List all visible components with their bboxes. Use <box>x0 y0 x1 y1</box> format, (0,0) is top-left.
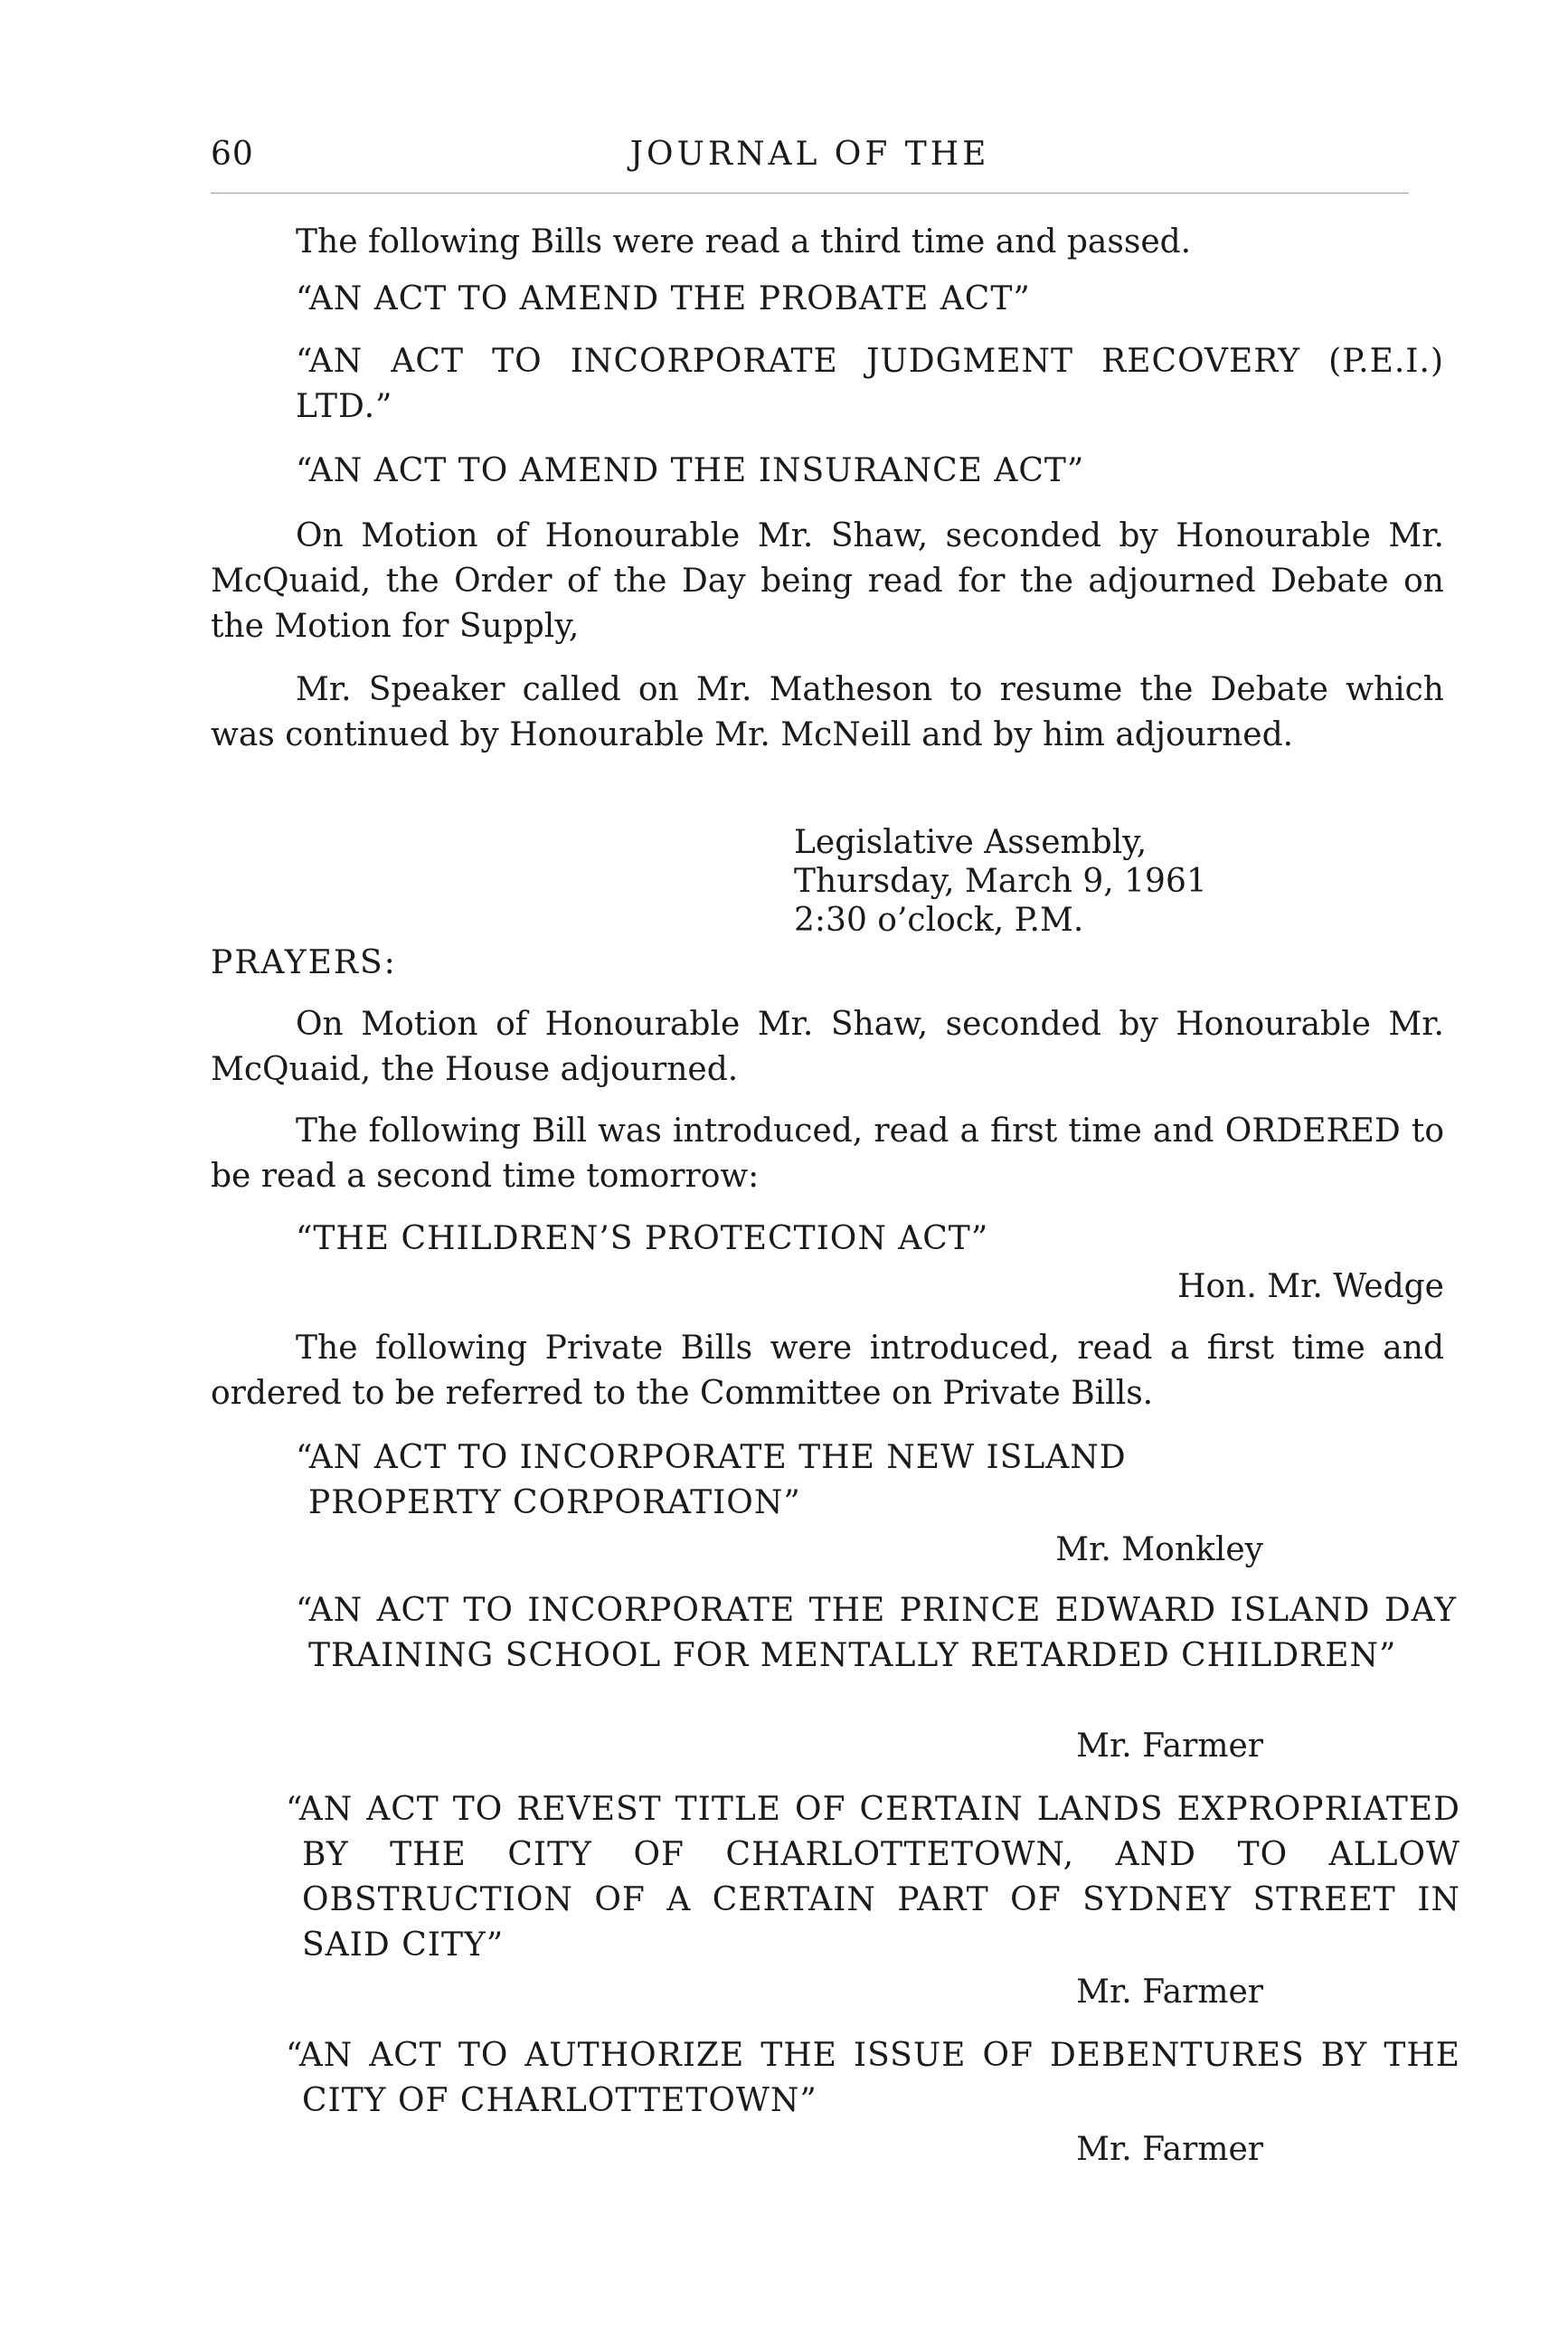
bill-sponsor: Mr. Farmer <box>1076 1728 1263 1765</box>
motion-supply-paragraph: On Motion of Honourable Mr. Shaw, seconded by Honourable Mr. McQuaid, the Order of the Day being read for the adjourned Debate on the Motion for Supply, <box>211 517 1444 645</box>
adjourned-paragraph: On Motion of Honourable Mr. Shaw, seconded by Honourable Mr. McQuaid, the House adjourned. <box>211 1006 1444 1088</box>
bill-sponsor: Hon. Mr. Wedge <box>1177 1268 1444 1305</box>
bill-title: “AN ACT TO INCORPORATE JUDGMENT RECOVERY (P.E.I.) LTD.” <box>296 343 1444 425</box>
header-rule <box>211 193 1409 194</box>
introduced-paragraph: The following Bill was introduced, read a first time and ORDERED to be read a second time tomorrow: <box>211 1112 1444 1195</box>
bill-sponsor: Mr. Farmer <box>1076 2131 1263 2168</box>
third-reading-intro: The following Bills were read a third time and passed. <box>296 223 1192 260</box>
bill-title: “AN ACT TO AMEND THE PROBATE ACT” <box>296 280 1031 317</box>
bill-title: “AN ACT TO AUTHORIZE THE ISSUE OF DEBENTURES BY THE CITY OF CHARLOTTETOWN” <box>286 2037 1460 2119</box>
bill-title: “AN ACT TO REVEST TITLE OF CERTAIN LANDS EXPROPRIATED BY THE CITY OF CHARLOTTETOWN, AND TO ALLOW OBSTRUCTION OF A CERTAIN PART OF SYDNEY STREET IN SAID CITY” <box>286 1791 1460 1964</box>
bill-title: “THE CHILDREN’S PROTECTION ACT” <box>296 1220 989 1257</box>
running-head: JOURNAL OF THE <box>629 136 990 173</box>
speaker-paragraph: Mr. Speaker called on Mr. Matheson to resume the Debate which was continued by Honourable Mr. McNeill and by him adjourned. <box>211 671 1444 753</box>
dateline-line: Legislative Assembly, <box>794 824 1148 861</box>
bill-title: “AN ACT TO INCORPORATE THE NEW ISLAND PROPERTY CORPORATION” <box>296 1439 1127 1521</box>
dateline-line: 2:30 o’clock, P.M. <box>794 902 1084 939</box>
prayers-heading: PRAYERS: <box>211 944 397 981</box>
bill-title: “AN ACT TO AMEND THE INSURANCE ACT” <box>296 452 1085 489</box>
private-bills-paragraph: The following Private Bills were introduced, read a first time and ordered to be referred to the Committee on Private Bills. <box>211 1330 1444 1412</box>
page-number: 60 <box>211 136 254 173</box>
session-dateline <box>794 823 1207 940</box>
bill-sponsor: Mr. Monkley <box>1055 1531 1263 1568</box>
page-header <box>211 136 1409 181</box>
dateline-line: Thursday, March 9, 1961 <box>794 863 1207 900</box>
bill-title: “AN ACT TO INCORPORATE THE PRINCE EDWARD ISLAND DAY TRAINING SCHOOL FOR MENTALLY RETARDED CHILDREN” <box>296 1592 1457 1674</box>
bill-sponsor: Mr. Farmer <box>1076 1974 1263 2011</box>
